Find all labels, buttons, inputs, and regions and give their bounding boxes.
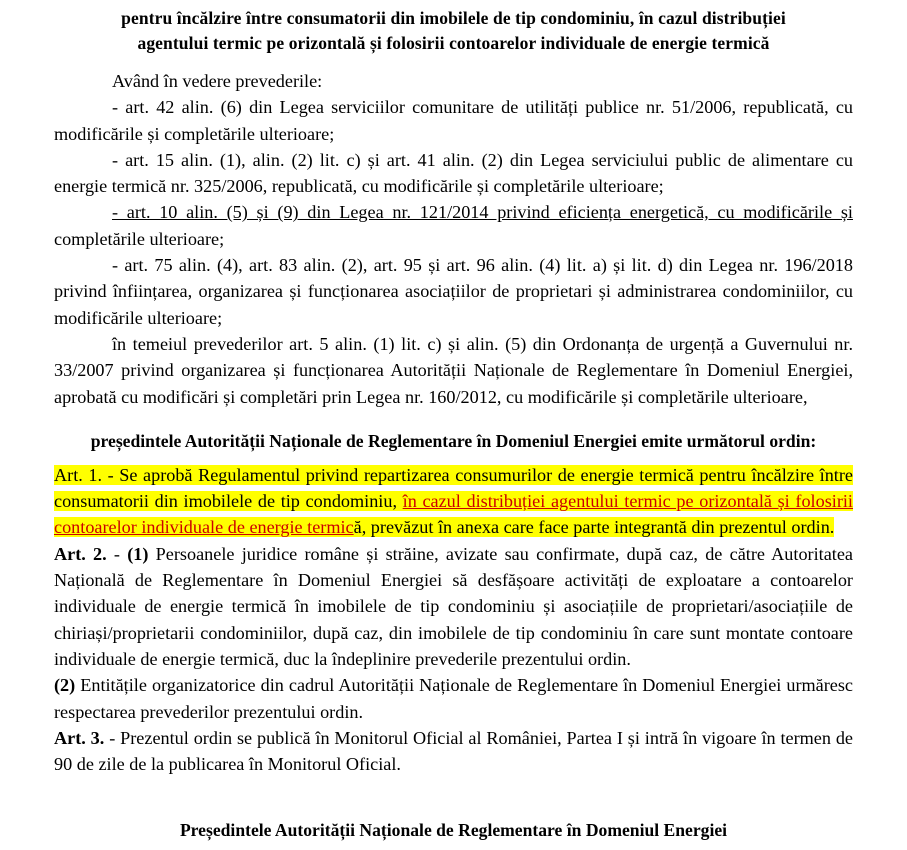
- article-2-marker-2: (2): [54, 675, 76, 696]
- article-1-text-before: Se aprobă Regulamentul privind repartizarea consumurilor de energie termică pentru încălzire între consumatorii din imobilele de tip condominiu,: [54, 464, 853, 512]
- article-3: [54, 725, 853, 778]
- article-1-red-underlined-text: în cazul distribuției agentului termic pe orizontală și folosirii contoarelor individuale de energie termic: [54, 491, 853, 538]
- article-2-paragraph-1: [54, 541, 853, 672]
- page-title-line-2: agentului termic pe orizontală și folosirii contoarelor individuale de energie termică: [137, 33, 770, 53]
- article-3-label: Art. 3.: [54, 727, 105, 748]
- article-3-text: Prezentul ordin se publică în Monitorul Oficial al României, Partea I și intră în vigoare în termen de 90 de zile de la publicarea în Monitorul Oficial.: [54, 727, 854, 775]
- emitter-heading-line-1: președintele Autorității Naționale de Reglementare în Domeniul Energiei emite următorul: [90, 430, 765, 451]
- emitter-heading: [70, 429, 837, 454]
- preamble-item-3-underlined: [54, 199, 853, 252]
- preamble-item-1: - art. 42 alin. (6) din Legea serviciilor comunitare de utilități publice nr. 51/2006, republicată, cu modificările și completările ulterioare;: [54, 97, 853, 144]
- preamble-item-2: - art. 15 alin. (1), alin. (2) lit. c) și art. 41 alin. (2) din Legea serviciului public de alimentare cu energie termică nr. 325/2006, republicată, cu modificările și completările ulterioare;: [54, 149, 853, 197]
- signature-heading: Președintele Autorității Naționale de Reglementare în Domeniul Energiei: [179, 820, 728, 841]
- preamble-underlined-text: - art. 10 alin. (5) și (9) din Legea nr. 121/2014 privind eficiența energetică, cu modificările și: [112, 202, 853, 223]
- article-1: [54, 462, 853, 541]
- article-2-marker-1: (1): [127, 543, 149, 564]
- preamble-legal-basis: în temeiul prevederilor art. 5 alin. (1) lit. c) și alin. (5) din Ordonanța de urgență a Guvernului nr. 33/2007 privind organizarea și funcționarea Autorității Naționale de Reglementare în Domeniul Energiei, aprobată cu modificări și completări prin Legea nr. 160/2012, cu modificările și completările ulterioare,: [54, 333, 853, 407]
- preamble-item-4: - art. 75 alin. (4), art. 83 alin. (2), art. 95 și art. 96 alin. (4) lit. a) și lit. d) din Legea nr. 196/2018 privind înființarea, organizarea și funcționarea asociațiilor de proprietari și administrarea condominiilor, cu modificările ulterioare;: [54, 255, 853, 328]
- page-title-line-1: pentru încălzire între consumatorii din imobilele de tip condominiu, în cazul distribuției: [121, 8, 786, 28]
- article-2-label: Art. 2.: [54, 543, 107, 564]
- emitter-heading-line-2: ordin:: [769, 430, 817, 451]
- preamble-block: [54, 68, 853, 410]
- articles-block: [54, 462, 853, 778]
- article-2-text-2: Entitățile organizatorice din cadrul Autorității Naționale de Reglementare în Domeniul Energiei urmăresc respectarea prevederilor prezentului ordin.: [54, 675, 853, 722]
- page-title: [0, 0, 907, 56]
- article-1-label: Art. 1. -: [54, 464, 120, 485]
- article-2-paragraph-2: [54, 672, 853, 725]
- preamble-underlined-tail: completările ulterioare;: [54, 228, 225, 249]
- article-1-text-after: ă, prevăzut în anexa care face parte integrantă din prezentul ordin.: [353, 517, 835, 538]
- article-2-text-1: Persoanele juridice române și străine, avizate sau confirmate, după caz, de către Autoritatea Națională de Reglementare în Domeniul Energiei să desfășoare activități de exploatare a contoarelor individuale de energie termică în imobilele de tip condominiu și asociațiile de proprietari/asociațiile de chiriași/proprietarii condominiilor, după caz, din imobilele de tip condominiu în care sunt montate contoare individuale de energie termică, duc la îndeplinire prevederile prezentului ordin.: [54, 543, 853, 669]
- article-2-dash: -: [106, 543, 128, 564]
- article-3-dash: -: [104, 727, 121, 748]
- preamble-lead: Având în vedere prevederile:: [112, 71, 323, 91]
